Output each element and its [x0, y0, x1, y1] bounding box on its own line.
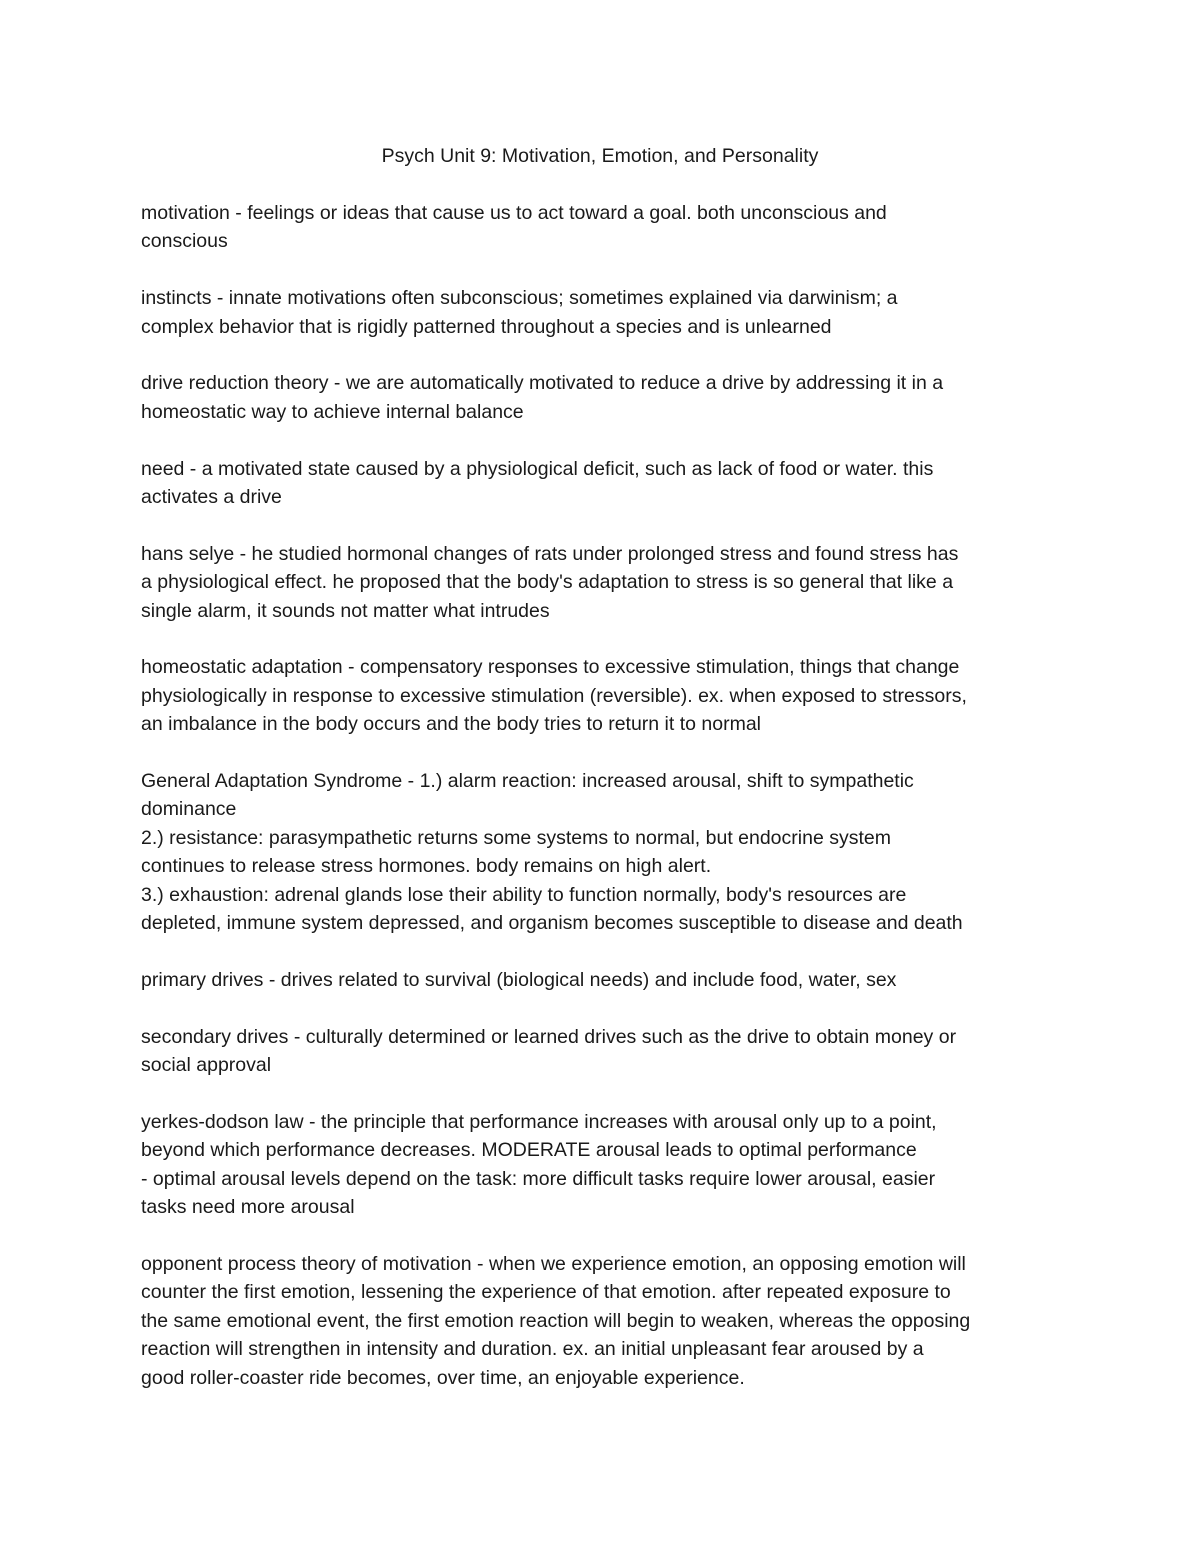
text-line: tasks need more arousal	[141, 1196, 355, 1219]
text-line: continues to release stress hormones. body remains on high alert.	[141, 855, 712, 878]
text-line: 3.) exhaustion: adrenal glands lose their ability to function normally, body's resources are	[141, 883, 907, 906]
paragraph	[141, 540, 1071, 625]
document-body	[141, 199, 1071, 1420]
paragraph	[141, 966, 1071, 994]
text-line: drive reduction theory - we are automatically motivated to reduce a drive by addressing it in a	[141, 372, 944, 395]
paragraph	[141, 369, 1071, 426]
text-line: activates a drive	[141, 486, 282, 509]
paragraph	[141, 284, 1071, 341]
text-line: an imbalance in the body occurs and the body tries to return it to normal	[141, 713, 762, 736]
text-line: motivation - feelings or ideas that cause us to act toward a goal. both unconscious and	[141, 202, 887, 224]
text-line: a physiological effect. he proposed that the body's adaptation to stress is so general that like a	[141, 571, 954, 594]
text-line: 2.) resistance: parasympathetic returns some systems to normal, but endocrine system	[141, 826, 891, 849]
text-line: hans selye - he studied hormonal changes of rats under prolonged stress and found stress has	[141, 542, 959, 565]
text-line: reaction will strengthen in intensity and duration. ex. an initial unpleasant fear aroused by a	[141, 1338, 924, 1361]
text-line: beyond which performance decreases. MODERATE arousal leads to optimal performance	[141, 1139, 917, 1162]
paragraph	[141, 653, 1071, 738]
text-line: primary drives - drives related to survival (biological needs) and include food, water, sex	[141, 968, 897, 991]
paragraph	[141, 767, 1071, 937]
text-line: opponent process theory of motivation - when we experience emotion, an opposing emotion will	[141, 1252, 966, 1275]
text-line: General Adaptation Syndrome - 1.) alarm reaction: increased arousal, shift to sympathetic	[141, 770, 914, 793]
paragraph	[141, 1023, 1071, 1080]
text-line: good roller-coaster ride becomes, over time, an enjoyable experience.	[141, 1366, 745, 1389]
text-line: single alarm, it sounds not matter what intrudes	[141, 599, 550, 622]
text-line: homeostatic adaptation - compensatory responses to excessive stimulation, things that change	[141, 656, 960, 679]
text-line: yerkes-dodson law - the principle that performance increases with arousal only up to a point,	[141, 1110, 937, 1133]
text-line: - optimal arousal levels depend on the task: more difficult tasks require lower arousal, easier	[141, 1167, 936, 1190]
text-line: instincts - innate motivations often subconscious; sometimes explained via darwinism; a	[141, 287, 898, 310]
text-line: depleted, immune system depressed, and organism becomes susceptible to disease and death	[141, 912, 963, 935]
text-line: the same emotional event, the first emotion reaction will begin to weaken, whereas the opposing	[141, 1309, 971, 1332]
paragraph	[141, 455, 1071, 512]
text-line: homeostatic way to achieve internal balance	[141, 400, 524, 423]
text-line: secondary drives - culturally determined or learned drives such as the drive to obtain money or	[141, 1025, 957, 1048]
paragraph	[141, 1108, 1071, 1222]
text-line: counter the first emotion, lessening the experience of that emotion. after repeated exposure to	[141, 1281, 951, 1304]
paragraph	[141, 199, 1071, 256]
text-line: need - a motivated state caused by a physiological deficit, such as lack of food or water. this	[141, 457, 934, 480]
text-line: social approval	[141, 1054, 272, 1077]
paragraph	[141, 1250, 1071, 1392]
text-line: dominance	[141, 798, 237, 821]
text-line: complex behavior that is rigidly patterned throughout a species and is unlearned	[141, 315, 832, 338]
text-line: conscious	[141, 230, 228, 253]
page-title: Psych Unit 9: Motivation, Emotion, and Personality	[381, 145, 819, 167]
text-line: physiologically in response to excessive stimulation (reversible). ex. when exposed to stressors,	[141, 684, 967, 707]
